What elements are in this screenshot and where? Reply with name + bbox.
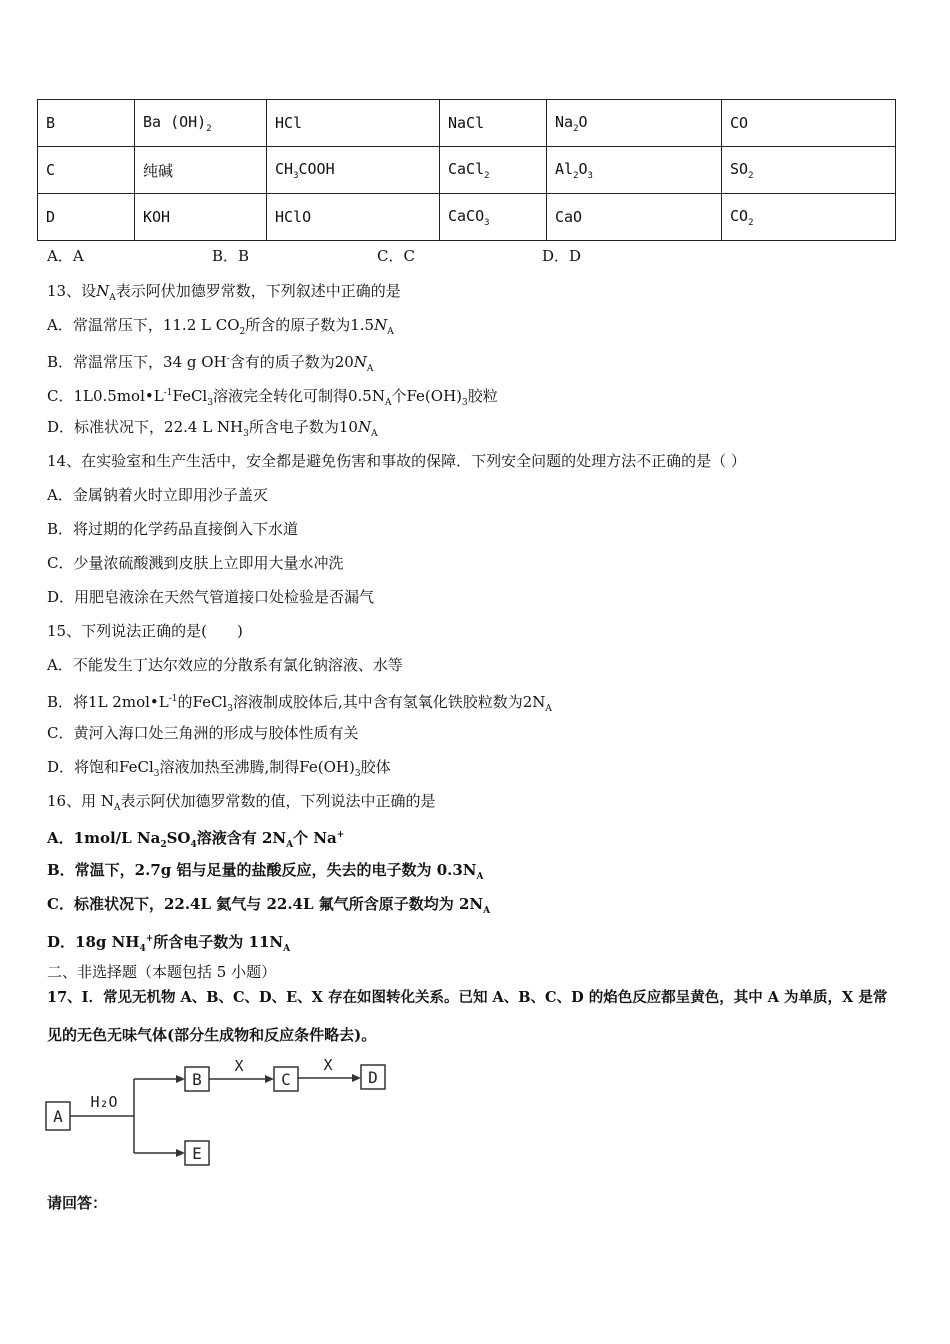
arrow-head (265, 1075, 274, 1083)
table-cell: NaCl (440, 100, 547, 147)
table-cell: D (38, 194, 135, 241)
label-b: B (192, 1070, 202, 1089)
arrow-head (352, 1074, 361, 1082)
q16-option-c: C．标准状况下，22.4L 氦气与 22.4L 氟气所含原子数均为 $2N_A$ (47, 895, 491, 916)
table-cell: CO (722, 100, 896, 147)
q16-option-a: A．1mol/L $Na_2SO_4$溶液含有 $2N_A$个 Na+ (47, 829, 345, 850)
q14-option-d: D．用肥皂液涂在天然气管道接口处检验是否漏气 (47, 588, 375, 606)
q16-option-d: D．18g $NH_4^+$所含电子数为 $11N_A$ (47, 933, 291, 954)
label-x1: X (234, 1057, 244, 1075)
table-cell: $CO_2$ (722, 194, 896, 241)
label-x2: X (323, 1056, 333, 1074)
q13-option-a: A．常温常压下，11.2 L $CO_2$所含的原子数为$1.5N_A$ (47, 316, 394, 337)
table-cell: $SO_2$ (722, 147, 896, 194)
q17-line1: 17、I．常见无机物 A、B、C、D、E、X 存在如图转化关系。已知 A、B、C、D 的焰色反应都呈黄色，其中 A 为单质，X 是常 (47, 989, 888, 1006)
options-table (37, 99, 896, 241)
arrow-head (176, 1075, 185, 1083)
q17-line2: 见的无色无味气体(部分生成物和反应条件略去)。 (47, 1026, 377, 1044)
label-c: C (281, 1070, 291, 1089)
choice-d: D．D (542, 247, 582, 265)
choice-b: B．B (212, 247, 250, 265)
q17-ask: 请回答： (47, 1194, 108, 1212)
q14-option-c: C．少量浓硫酸溅到皮肤上立即用大量水冲洗 (47, 554, 344, 572)
table-cell: KOH (135, 194, 267, 241)
q13-option-c: C．$1L0.5mol•L^{-1}FeCl_3$溶液完全转化可制得$0.5N_A$个$Fe(OH)_3$胶粒 (47, 387, 498, 408)
conversion-diagram (44, 1055, 394, 1170)
q16-option-b: B．常温下，2.7g 铝与足量的盐酸反应，失去的电子数为 $0.3N_A$ (47, 861, 484, 882)
table-cell: Ba $(OH)_2$ (135, 100, 267, 147)
table-cell: B (38, 100, 135, 147)
q15-option-c: C．黄河入海口处三角洲的形成与胶体性质有关 (47, 724, 359, 742)
table-cell: $Na_2O$ (547, 100, 722, 147)
q15-option-a: A．不能发生丁达尔效应的分散系有氯化钠溶液、水等 (47, 656, 403, 674)
table-row (38, 100, 896, 147)
table-cell: C (38, 147, 135, 194)
label-d: D (368, 1068, 378, 1087)
choice-a: A．A (47, 247, 84, 265)
q13-option-b: B．常温常压下，34 g OH-含有的质子数为$20N_A$ (47, 353, 374, 374)
q14-option-b: B．将过期的化学药品直接倒入下水道 (47, 520, 299, 538)
q15-option-d: D．将饱和FeCl$_3$溶液加热至沸腾,制得$Fe(OH)_3$胶体 (47, 758, 391, 779)
table-cell: $Al_2O_3$ (547, 147, 722, 194)
arrow-head (176, 1149, 185, 1157)
q12-answer-choices (47, 246, 581, 266)
label-a: A (53, 1107, 63, 1126)
q14-option-a: A．金属钠着火时立即用沙子盖灭 (47, 486, 268, 504)
table-cell: HClO (267, 194, 440, 241)
q13-stem: 13、设$N_A$表示阿伏加德罗常数，下列叙述中正确的是 (47, 282, 401, 303)
q15-stem: 15、下列说法正确的是( ) (47, 622, 243, 640)
table-cell: CaCl$_2$ (440, 147, 547, 194)
q16-stem: 16、用 $N_A$表示阿伏加德罗常数的值，下列说法中正确的是 (47, 792, 436, 813)
label-h2o: H₂O (90, 1093, 118, 1111)
table-cell: CaCO$_3$ (440, 194, 547, 241)
q14-stem: 14、在实验室和生产生活中，安全都是避免伤害和事故的保障．下列安全问题的处理方法不正确的是（ ） (47, 452, 746, 470)
table-cell: HCl (267, 100, 440, 147)
table-cell: 纯碱 (135, 147, 267, 194)
q13-option-d: D．标准状况下，22.4 L $NH_3$所含电子数为$10N_A$ (47, 418, 378, 439)
q15-option-b: B．将1L $2mol•L^{-1}$的FeCl$_3$溶液制成胶体后,其中含有氢氧化铁胶粒数为$2N_A$ (47, 693, 552, 714)
table-cell: CaO (547, 194, 722, 241)
table-cell: $CH_3COOH$ (267, 147, 440, 194)
table-row (38, 147, 896, 194)
choice-c: C．C (377, 247, 415, 265)
table-row (38, 194, 896, 241)
section-heading: 二、非选择题（本题包括 5 小题） (47, 963, 277, 981)
label-e: E (192, 1144, 202, 1163)
